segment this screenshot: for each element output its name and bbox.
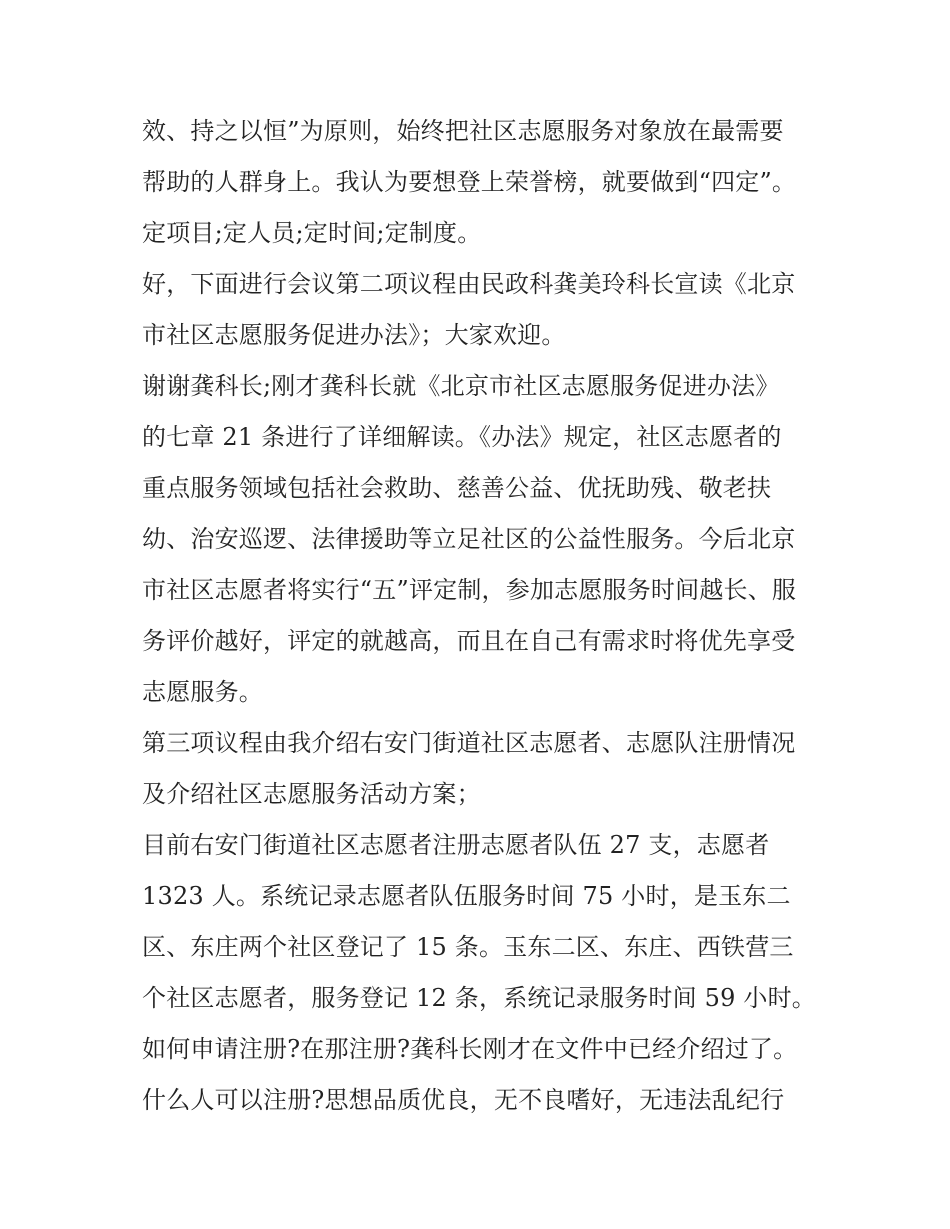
text-line-10: 市社区志愿者将实行“五”评定制，参加志愿服务时间越长、服 bbox=[142, 576, 797, 604]
text-line-12: 志愿服务。 bbox=[142, 678, 263, 706]
text-line-11: 务评价越好，评定的就越高，而且在自己有需求时将优先享受 bbox=[142, 627, 796, 655]
text-line-16: 1323 人。系统记录志愿者队伍服务时间 75 小时，是玉东二 bbox=[142, 882, 791, 910]
text-line-15: 目前右安门街道社区志愿者注册志愿者队伍 27 支，志愿者 bbox=[142, 831, 770, 859]
text-line-4: 好，下面进行会议第二项议程由民政科龚美玲科长宣读《北京 bbox=[142, 270, 796, 298]
text-line-6: 谢谢龚科长;刚才龚科长就《北京市社区志愿服务促进办法》 bbox=[142, 372, 780, 400]
text-line-20: 什么人可以注册?思想品质优良，无不良嗜好，无违法乱纪行 bbox=[142, 1086, 785, 1114]
text-line-3: 定项目;定人员;定时间;定制度。 bbox=[142, 219, 482, 247]
text-line-18: 个社区志愿者，服务登记 12 条，系统记录服务时间 59 小时。 bbox=[142, 984, 816, 1012]
text-line-14: 及介绍社区志愿服务活动方案； bbox=[142, 780, 481, 808]
text-line-17: 区、东庄两个社区登记了 15 条。玉东二区、东庄、西铁营三 bbox=[142, 933, 794, 961]
text-line-1: 效、持之以恒”为原则，始终把社区志愿服务对象放在最需要 bbox=[142, 117, 784, 145]
text-line-5: 市社区志愿服务促进办法》；大家欢迎。 bbox=[142, 321, 566, 349]
text-line-19: 如何申请注册?在那注册?龚科长刚才在文件中已经介绍过了。 bbox=[142, 1035, 798, 1063]
document-body bbox=[142, 106, 822, 1126]
text-line-2: 帮助的人群身上。我认为要想登上荣誉榜，就要做到“四定”。 bbox=[142, 168, 797, 196]
text-line-8: 重点服务领域包括社会救助、慈善公益、优抚助残、敬老扶 bbox=[142, 474, 772, 502]
text-line-7: 的七章 21 条进行了详细解读。《办法》规定，社区志愿者的 bbox=[142, 423, 782, 451]
text-line-13: 第三项议程由我介绍右安门街道社区志愿者、志愿队注册情况 bbox=[142, 729, 796, 757]
text-line-9: 幼、治安巡逻、法律援助等立足社区的公益性服务。今后北京 bbox=[142, 525, 796, 553]
